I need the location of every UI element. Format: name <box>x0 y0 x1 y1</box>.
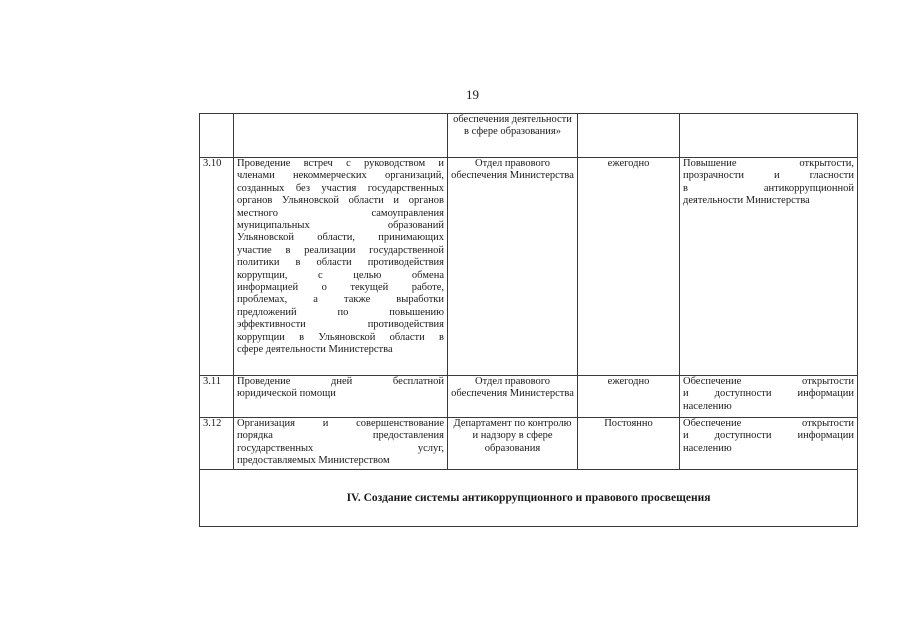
event-text-line: эффективности противодействия <box>237 319 444 331</box>
section-header-row <box>200 470 858 527</box>
event-text-line: органов Ульяновской области и органов <box>237 195 444 207</box>
event-text-line: сфере деятельности Министерства <box>237 344 393 356</box>
result-text-line: населению <box>683 400 732 412</box>
section-title: IV. Создание системы антикоррупционного и правового просвещения <box>200 470 858 527</box>
result-text-line: в антикоррупционной <box>683 182 854 194</box>
event-text-line: коррупции в Ульяновской области в <box>237 331 444 343</box>
result-text-line: и доступности информации <box>683 430 854 442</box>
responsible-unit: Отдел правового обеспечения Министерства <box>448 376 578 418</box>
item-number: 3.11 <box>200 376 234 418</box>
event-text-line: политики в области противодействия <box>237 257 444 269</box>
event-text-line: информацией о текущей работе, <box>237 282 444 294</box>
deadline: ежегодно <box>578 158 680 376</box>
responsible-unit: Департамент по контролю и надзору в сфере образования <box>448 418 578 470</box>
event-text-line: коррупции, с целью обмена <box>237 269 444 281</box>
page-number: 19 <box>466 87 479 102</box>
event-text-line: предоставляемых Министерством <box>237 455 390 467</box>
deadline: ежегодно <box>578 376 680 418</box>
item-number: 3.12 <box>200 418 234 470</box>
responsible-unit: обеспечения деятельности в сфере образования» <box>448 114 578 158</box>
measures-table <box>199 113 858 527</box>
event-text-line: государственных услуг, <box>237 442 444 454</box>
event-text-line: Организация и совершенствование <box>237 418 444 429</box>
result-text-line: прозрачности и гласности <box>683 170 854 182</box>
event-description <box>234 114 448 158</box>
result-text-line: Обеспечение открытости <box>683 418 854 429</box>
expected-result <box>680 376 858 418</box>
event-description <box>234 418 448 470</box>
table-row <box>200 158 858 376</box>
event-text-line: предложений по повышению <box>237 306 444 318</box>
result-text-line: Повышение открытости, <box>683 158 854 169</box>
event-text-line: Ульяновской области, принимающих <box>237 232 444 244</box>
event-text-line: участие в реализации государственной <box>237 244 444 256</box>
deadline <box>578 114 680 158</box>
result-text-line: и доступности информации <box>683 388 854 400</box>
event-text-line: юридической помощи <box>237 388 336 400</box>
deadline: Постоянно <box>578 418 680 470</box>
result-text-line: населению <box>683 442 732 454</box>
event-text-line: муниципальных образований <box>237 220 444 232</box>
table-row <box>200 114 858 158</box>
event-text-line: проблемах, а также выработки <box>237 294 444 306</box>
event-text-line: местного самоуправления <box>237 207 444 219</box>
expected-result <box>680 418 858 470</box>
event-text-line: Проведение встреч с руководством и <box>237 158 444 169</box>
table-row <box>200 376 858 418</box>
expected-result <box>680 158 858 376</box>
result-text-line: деятельности Министерства <box>683 195 810 207</box>
expected-result <box>680 114 858 158</box>
item-number: 3.10 <box>200 158 234 376</box>
responsible-unit: Отдел правового обеспечения Министерства <box>448 158 578 376</box>
result-text-line: Обеспечение открытости <box>683 376 854 387</box>
event-text-line: Проведение дней бесплатной <box>237 376 444 387</box>
event-text-line: созданных без участия государственных <box>237 182 444 194</box>
item-number <box>200 114 234 158</box>
event-text-line: порядка предоставления <box>237 430 444 442</box>
event-description <box>234 158 448 376</box>
table-row <box>200 418 858 470</box>
event-description <box>234 376 448 418</box>
event-text-line: членами некоммерческих организаций, <box>237 170 444 182</box>
